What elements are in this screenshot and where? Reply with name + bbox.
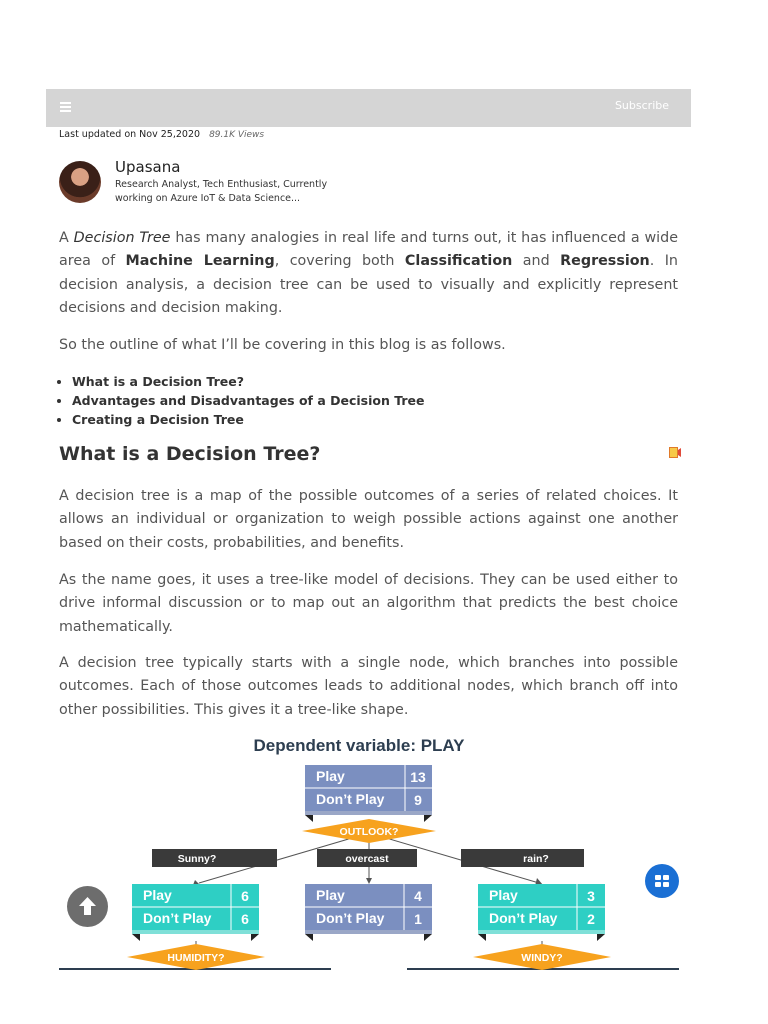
author-name[interactable]: Upasana [115, 158, 181, 176]
tree-shape-paragraph: A decision tree typically starts with a single node, which branches into possible outcomes. Each of those outcomes leads to additional nodes, which branch off into other possibilities. This gives it a tree-like shape. [59, 655, 678, 718]
root-dont-play-count: 9 [414, 792, 422, 808]
svg-text:2: 2 [587, 911, 595, 927]
subscribe-button[interactable]: Subscribe [614, 99, 669, 112]
svg-text:Don’t Play: Don’t Play [143, 910, 212, 926]
term-regression: Regression [560, 253, 650, 270]
diagram-title: Dependent variable: PLAY [253, 736, 465, 755]
svg-text:Play: Play [489, 887, 518, 903]
post-meta [59, 129, 264, 140]
root-dont-play-label: Don’t Play [316, 791, 385, 807]
root-question [302, 819, 436, 843]
term-machine-learning: Machine Learning [125, 253, 275, 270]
branch-label-sunny [152, 849, 277, 867]
branch-label-overcast [317, 849, 417, 867]
video-icon[interactable] [669, 447, 681, 458]
author-avatar[interactable] [59, 161, 101, 203]
decision-tree-diagram [59, 728, 679, 978]
branch-label-rain [461, 849, 584, 867]
grid-menu-button[interactable] [645, 864, 679, 898]
term-decision-tree: Decision Tree [73, 230, 171, 246]
svg-text:1: 1 [414, 911, 422, 927]
root-node [305, 765, 432, 822]
root-play-count: 13 [410, 769, 426, 785]
outline-list [59, 372, 425, 429]
top-nav-bar [46, 89, 691, 127]
svg-text:overcast: overcast [345, 853, 389, 865]
svg-text:3: 3 [587, 888, 595, 904]
svg-text:Don’t Play: Don’t Play [316, 910, 385, 926]
intro-paragraph: A Decision Tree has many analogies in real life and turns out, it has influenced a wide area of Machine Learning, covering both Classification and Regression. In decision analysis, a decision tree can be used to visually and explicitly represent decisions and decision making. [59, 230, 679, 316]
outline-item[interactable]: • Creating a Decision Tree [72, 410, 425, 429]
grid-icon [645, 864, 679, 898]
outline-item[interactable]: • What is a Decision Tree? [72, 372, 425, 391]
outline-item[interactable]: • Advantages and Disadvantages of a Decision Tree [72, 391, 425, 410]
term-classification: Classification [404, 253, 513, 270]
svg-text:Don’t Play: Don’t Play [489, 910, 558, 926]
svg-text:4: 4 [414, 888, 422, 904]
child-node-sunny [132, 884, 259, 941]
svg-text:rain?: rain? [523, 853, 549, 865]
view-count: 89.1K Views [209, 130, 265, 140]
humidity-question [127, 941, 265, 970]
svg-text:WINDY?: WINDY? [521, 952, 563, 964]
svg-text:OUTLOOK?: OUTLOOK? [339, 826, 399, 838]
section-heading: What is a Decision Tree? [59, 443, 321, 465]
windy-question [473, 941, 611, 970]
hamburger-menu-icon[interactable] [60, 102, 71, 114]
svg-text:Play: Play [143, 887, 172, 903]
svg-text:6: 6 [241, 911, 249, 927]
arrow-up-icon [67, 886, 108, 927]
svg-text:6: 6 [241, 888, 249, 904]
definition-paragraph: A decision tree is a map of the possible outcomes of a series of related choices. It allows an individual or organization to weigh possible actions against one another based on their costs, probabilities, and benefits. [59, 488, 678, 551]
last-updated: Last updated on Nov 25,2020 [59, 129, 201, 140]
svg-text:Play: Play [316, 887, 345, 903]
outline-intro: So the outline of what I’ll be covering in this blog is as follows. [59, 337, 506, 353]
scroll-to-top-button[interactable] [67, 886, 108, 927]
root-play-label: Play [316, 768, 345, 784]
tree-model-paragraph: As the name goes, it uses a tree-like model of decisions. They can be used either to drive informal discussion or to map out an algorithm that predicts the best choice mathematically. [59, 572, 678, 635]
svg-text:HUMIDITY?: HUMIDITY? [167, 952, 225, 964]
child-node-rain [478, 884, 605, 941]
author-bio: Research Analyst, Tech Enthusiast, Currently working on Azure IoT & Data Science... [115, 179, 328, 204]
child-node-overcast [305, 884, 432, 941]
svg-text:Sunny?: Sunny? [177, 853, 217, 865]
